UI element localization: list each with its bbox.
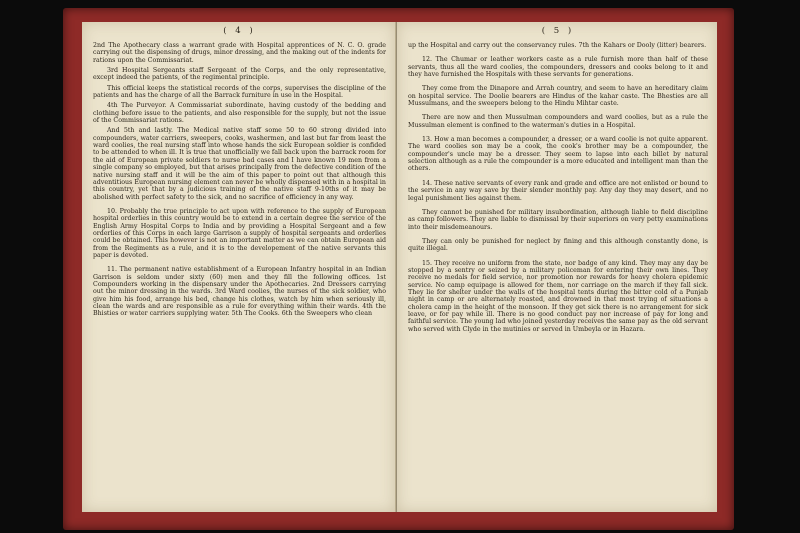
left-page-text (93, 26, 386, 321)
paragraph: 4th The Purveyor. A Commissariat subordinate, having custody of the bedding and clothing before issue to the patients, and also responsible for the supply, but not the issue of the Commissariat rations. (93, 102, 386, 125)
left-page (82, 22, 396, 512)
paragraph: 12. The Chumar or leather workers caste as a rule furnish more than half of these servants, thus all the ward coolies, the compounders, dressers and cooks belong to it and they have furnished the Hospitals with these servants for generations. (408, 56, 708, 79)
paragraph: They can only be punished for neglect by fining and this although constantly done, is quite illegal. (408, 237, 708, 253)
paragraph: This official keeps the statistical records of the corps, supervises the discipline of the patients and has the charge of all the Barrack furniture in use in the Hospital. (93, 84, 386, 100)
paragraph: They cannot be punished for military insubordination, although liable to field discipline as camp followers. They are liable to dismissal by their superiors on very petty examinations into their misdemeanours. (408, 208, 708, 231)
paragraph: 3rd Hospital Sergeants staff Sergeant of the Corps, and the only representative, except indeed the patients, of the regimental principle. (93, 67, 386, 82)
paragraph: 14. These native servants of every rank and grade and office are not enlisted or bound to the service in any way save by their slender monthly pay. Any day they may desert, and no legal punishment lies against them. (408, 179, 708, 202)
paragraph: 13. How a man becomes a compounder, a dresser, or a ward coolie is not quite apparent. The ward coolies son may be a cook, the cook's brother may be a compounder, the compounder's uncle may be a dresser. They seem to lapse into each billet by natural selection although as a rule the compounder is a more educated and intelligent man than the others. (408, 136, 708, 173)
paragraph: 2nd The Apothecary class a warrant grade with Hospital apprentices of N. C. O. grade carrying out the dispensing of drugs, minor dressing, and the making out of the indents for rations upon the Commissariat. (93, 42, 386, 64)
right-page (397, 22, 717, 512)
paragraph: 10. Probably the true principle to act upon with reference to the supply of European hospital orderlies in this country would be to extend in a certain degree the service of the English Army Hospital Corps to India and by providing a Hospital Sergeant and a few orderlies of this Corps in each large Garrison a supply of hospital sergeants and orderlies could be obtained. This however is not an important matter as we can obtain European aid from the Regiments as a rule, and it is to the developement of the native servants this paper is devoted. (93, 207, 386, 259)
paragraph: up the Hospital and carry out the conservancy rules. 7th the Kahars or Dooly (litter) bearers. (408, 42, 707, 49)
paragraph: 15. They receive no uniform from the state, nor badge of any kind. They may any day be stopped by a sentry or seized by a military policeman for entering their own lines. They receive no medals for field service, nor promotion nor rewards for heavy cholera epidemic service. No camp equipage is allowed for them, nor carriage on the march if they fall sick. They lie for shelter under the walls of the hospital tents during the bitter cold of a Punjab night in camp or are alternately roasted, and drowned in that most trying of situations a cholera camp in the height of the monsoon. If they get sick there is no arrangement for sick leave, or for pay while ill. There is no good conduct pay nor increase of pay for long and faithful service. The young lad who joined yesterday receives the same pay as the old servant who served with Clyde in the mutinies or served in Umbeyla or in Hazara. (408, 259, 708, 333)
paragraph: There are now and then Mussulman compounders and ward coolies, but as a rule the Mussulman element is confined to the waterman's duties in a Hospital. (408, 114, 708, 129)
paragraph: 11. The permanent native establishment of a European Infantry hospital in an Indian Garrison is seldom under sixty (60) men and they fill the following offices. 1st Compounders working in the dispensary under the Apothecaries. 2nd Dressers carrying out the minor dressing in the wards. 3rd Ward coolies, the nurses of the sick soldier, who give him his food, arrange his bed, change his clothes, watch by him when seriously ill, clean the wards and are responsible as a rule for everything within their wards. 4th the Bhisties or water carriers supplying water. 5th The Cooks. 6th the Sweepers who clean (93, 266, 386, 318)
right-page-text (408, 26, 708, 336)
page-number: ( 5 ) (541, 26, 575, 36)
page-number: ( 4 ) (223, 26, 256, 36)
paragraph: They come from the Dinapore and Arrah country, and seem to have an hereditary claim on hospital service. The Doolie bearers are Hindus of the kahar caste. The Bhesties are all Mussulmans, and the sweepers belong to the Hindu Mihtar caste. (408, 85, 708, 108)
paragraph: And 5th and lastly. The Medical native staff some 50 to 60 strong divided into compounders, water carriers, sweepers, cooks, washermen, and last but far from least the ward coolies, the real nursing staff into whose hands the sick European soldier is confided to be attended to when ill. It is true that unofficially we fall back upon the barrack room for the aid of European private soldiers to nurse bad cases and I have known 19 men from a single company so employed, but that arises principally from the defective condition of the native nursing staff and it will be the aim of this paper to point out that although this adventitious European nursing element can never be wholly dispensed with in a hospital in this country, yet that by a judicious training of the native staff 9-10ths of it may be abolished with perfect safety to the sick, and no sacrifice of efficiency in any way. (93, 127, 387, 201)
